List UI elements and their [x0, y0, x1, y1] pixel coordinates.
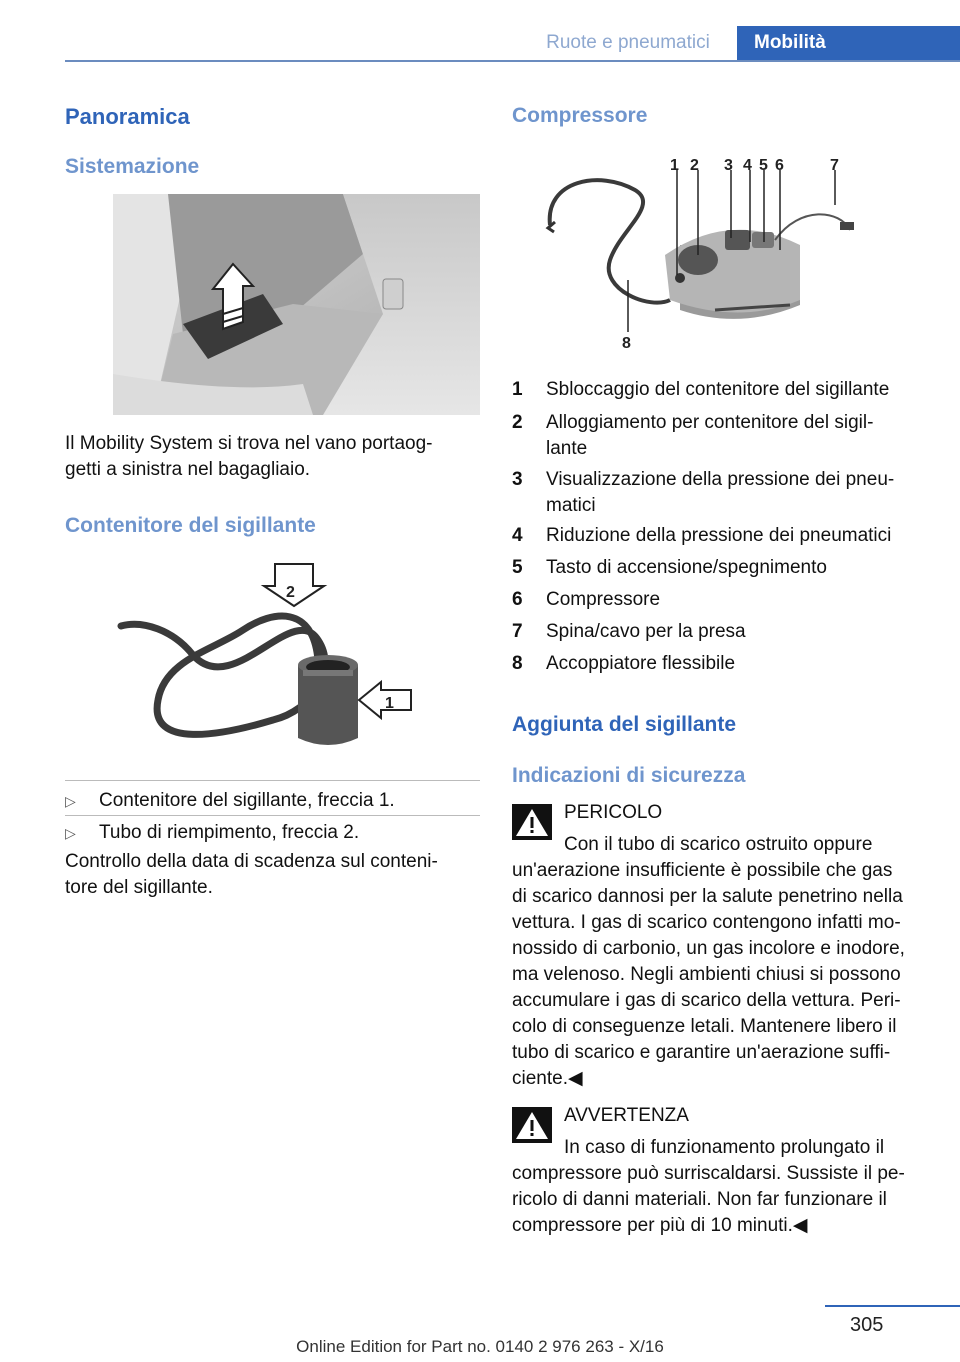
footer-rule	[825, 1305, 960, 1307]
legend-number: 5	[512, 557, 523, 578]
legend-text: Sbloccaggio del contenitore del sigillante	[546, 379, 890, 400]
pericolo-line: colo di conseguenze letali. Mantenere libero il	[512, 1016, 897, 1037]
figure-label-arrow-2: 2	[286, 584, 295, 601]
callout-4: 4	[743, 157, 752, 174]
heading-aggiunta: Aggiunta del sigillante	[512, 713, 737, 736]
callout-6: 6	[775, 157, 784, 174]
legend-text: Alloggiamento per contenitore del sigil‐ lante	[546, 412, 874, 459]
bullet-text: Tubo di riempimento, freccia 2.	[99, 822, 360, 843]
legend-text: Tasto di accensione/spegnimento	[546, 557, 827, 578]
legend-text: Compressore	[546, 589, 661, 610]
sealant-container-figure	[113, 560, 423, 770]
bullet-separator-1	[65, 780, 480, 781]
pericolo-title: PERICOLO	[564, 802, 663, 823]
bullet-separator-2	[65, 815, 480, 816]
header-chapter-label: Mobilità	[754, 32, 826, 53]
callout-7: 7	[830, 157, 839, 174]
pericolo-line: ciente.◀	[512, 1068, 583, 1089]
legend-number: 1	[512, 379, 523, 400]
heading-sistemazione: Sistemazione	[65, 155, 200, 178]
triangle-bullet-icon: ▷	[65, 825, 76, 841]
legend-number: 2	[512, 412, 523, 433]
sistemazione-text-line-2: getti a sinistra nel bagagliaio.	[65, 459, 311, 480]
avvertenza-line: compressore per più di 10 minuti.◀	[512, 1215, 808, 1236]
pericolo-line: tubo di scarico e garantire un'aerazione suffi‐	[512, 1042, 891, 1063]
avvertenza-line: In caso di funzionamento prolungato il	[564, 1137, 885, 1158]
bullet-text: Contenitore del sigillante, freccia 1.	[99, 790, 395, 811]
legend-text: Visualizzazione della pressione dei pneu‐ matici	[546, 469, 895, 516]
figure-label-arrow-1: 1	[385, 695, 394, 712]
avvertenza-line: ricolo di danni materiali. Non far funzionare il	[512, 1189, 887, 1210]
header-rule	[65, 60, 960, 62]
header-chapter-tab	[737, 26, 960, 62]
legend-text: Accoppiatore flessibile	[546, 653, 736, 674]
callout-8: 8	[622, 335, 631, 352]
pericolo-line: un'aerazione insufficiente è possibile che gas	[512, 860, 893, 881]
heading-panoramica: Panoramica	[65, 104, 190, 129]
triangle-bullet-icon: ▷	[65, 793, 76, 809]
callout-1: 1	[670, 157, 679, 174]
legend-number: 4	[512, 525, 523, 546]
heading-indicazioni: Indicazioni di sicurezza	[512, 764, 746, 787]
header-section-title: Ruote e pneumatici	[546, 32, 710, 53]
controllo-line-1: Controllo della data di scadenza sul conteni‐	[65, 851, 438, 872]
trunk-photo	[113, 194, 480, 415]
pericolo-line: accumulare i gas di scarico della vettura. Peri‐	[512, 990, 901, 1011]
heading-contenitore: Contenitore del sigillante	[65, 514, 316, 537]
callout-3: 3	[724, 157, 733, 174]
legend-text: Riduzione della pressione dei pneumatici	[546, 525, 892, 546]
pericolo-line: di scarico dannosi per la salute penetrino nella	[512, 886, 903, 907]
pericolo-line: Con il tubo di scarico ostruito oppure	[564, 834, 873, 855]
compressor-figure	[540, 150, 860, 360]
pericolo-line: nossido di carbonio, un gas incolore e inodore,	[512, 938, 905, 959]
legend-text: Spina/cavo per la presa	[546, 621, 746, 642]
callout-2: 2	[690, 157, 699, 174]
avvertenza-line: compressore può surriscaldarsi. Sussiste il pe‐	[512, 1163, 905, 1184]
footer-edition: Online Edition for Part no. 0140 2 976 263 - X/16	[296, 1337, 664, 1356]
controllo-line-2: tore del sigillante.	[65, 877, 213, 898]
heading-compressore: Compressore	[512, 104, 648, 127]
legend-number: 7	[512, 621, 523, 642]
pericolo-line: ma velenoso. Negli ambienti chiusi si possono	[512, 964, 901, 985]
callout-5: 5	[759, 157, 768, 174]
page-number: 305	[850, 1314, 884, 1336]
legend-number: 8	[512, 653, 523, 674]
warning-triangle-icon	[512, 1107, 552, 1143]
legend-number: 3	[512, 469, 523, 490]
avvertenza-title: AVVERTENZA	[564, 1105, 689, 1126]
sistemazione-text-line-1: Il Mobility System si trova nel vano portaog‐	[65, 433, 433, 454]
pericolo-line: vettura. I gas di scarico contengono infatti mo‐	[512, 912, 901, 933]
legend-number: 6	[512, 589, 523, 610]
warning-triangle-icon	[512, 804, 552, 840]
